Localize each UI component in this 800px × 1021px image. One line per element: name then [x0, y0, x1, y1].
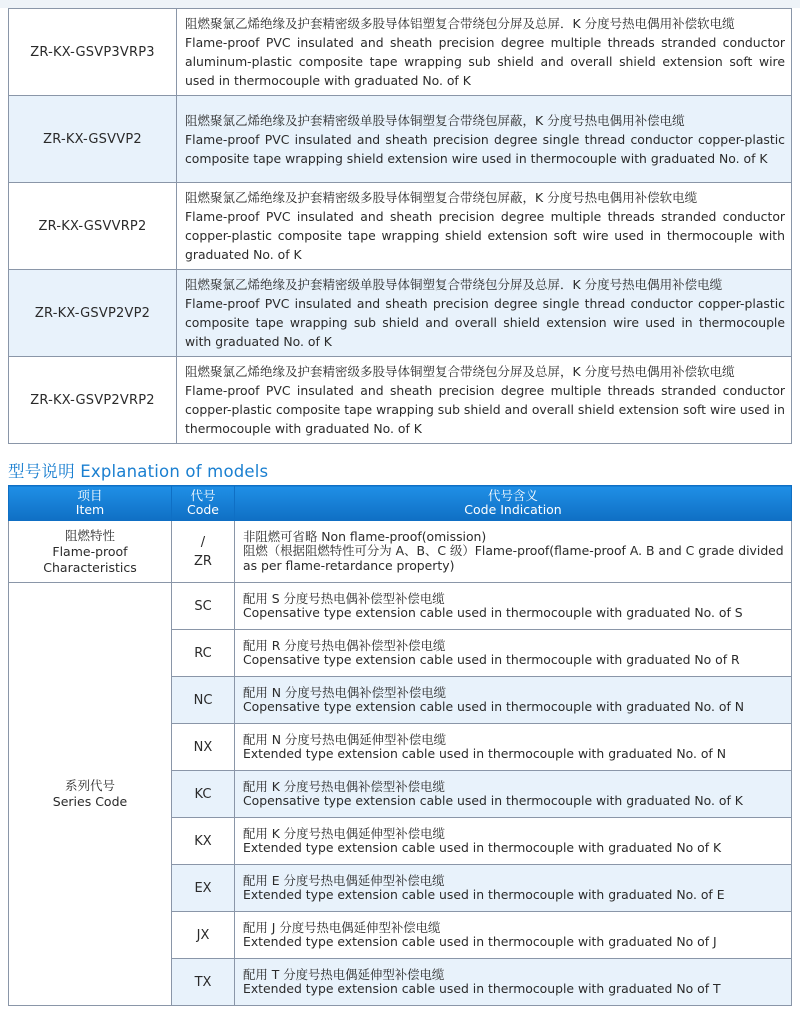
model-row: [9, 96, 792, 183]
table-header-row: [9, 486, 792, 521]
series-meaning-en: Copensative type extension cable used in thermocouple with graduated No of R: [243, 652, 740, 667]
series-meaning: [235, 771, 792, 818]
model-description: [177, 183, 792, 270]
series-meaning-zh: 配用 S 分度号热电偶补偿型补偿电缆: [243, 590, 445, 606]
series-code: TX: [172, 959, 235, 1006]
header-meaning: [235, 486, 792, 521]
series-meaning-en: Extended type extension cable used in thermocouple with graduated No of K: [243, 840, 722, 855]
series-code: EX: [172, 865, 235, 912]
series-code: SC: [172, 583, 235, 630]
item-en-line1: Flame-proof: [52, 543, 128, 559]
item-cell: [9, 521, 172, 583]
model-row: [9, 183, 792, 270]
model-row: [9, 270, 792, 357]
model-row: [9, 9, 792, 96]
series-meaning-en: Extended type extension cable used in thermocouple with graduated No of T: [243, 981, 721, 996]
series-code: RC: [172, 630, 235, 677]
explanation-table: [8, 485, 792, 1006]
model-row: [9, 357, 792, 444]
series-meaning: [235, 724, 792, 771]
header-item: [9, 486, 172, 521]
model-description-en: Flame-proof PVC insulated and sheath precision degree single thread conductor copper-plastic composite tape wrapping shield extension wire used in thermocouple with graduated No. of K: [185, 131, 785, 166]
series-meaning-en: Copensative type extension cable used in thermocouple with graduated No. of K: [243, 793, 743, 808]
model-description-zh: 阻燃聚氯乙烯绝缘及护套精密级多股导体铝塑复合带绕包分屏及总屏．K 分度号热电偶用补偿软电缆: [185, 16, 735, 31]
header-meaning-en: Code Indication: [464, 502, 562, 517]
code-cell: [172, 521, 235, 583]
model-description: [177, 9, 792, 96]
model-description-en: Flame-proof PVC insulated and sheath precision degree single thread conductor copper-plastic composite tape wrapping sub shield and overall shield extension wire used in thermocouple with graduated No. of K: [185, 296, 785, 349]
model-description-zh: 阻燃聚氯乙烯绝缘及护套精密级单股导体铜塑复合带绕包屏蔽，K 分度号热电偶用补偿电缆: [185, 112, 685, 128]
series-meaning-en: Extended type extension cable used in thermocouple with graduated No. of N: [243, 746, 727, 761]
series-code: NX: [172, 724, 235, 771]
header-item-zh: 项目: [77, 488, 103, 503]
code-line1: /: [200, 534, 206, 550]
model-description-en: Flame-proof PVC insulated and sheath precision degree multiple threads stranded conductor aluminum-plastic composite tape wrapping sub shield and overall shield extension soft wire used in thermocouple with graduated No. of K: [185, 35, 785, 88]
model-description-zh: 阻燃聚氯乙烯绝缘及护套精密级多股导体铜塑复合带绕包分屏及总屏，K 分度号热电偶用补偿软电缆: [185, 364, 735, 379]
model-description-en: Flame-proof PVC insulated and sheath precision degree multiple threads stranded conductor copper-plastic composite tape wrapping shield extension soft wire used in thermocouple with graduated No. of K: [185, 209, 785, 262]
series-meaning: [235, 959, 792, 1006]
series-meaning: [235, 583, 792, 630]
model-description-en: Flame-proof PVC insulated and sheath precision degree multiple threads stranded conductor copper-plastic composite tape wrapping sub shield and overall shield extension soft wire used in thermocouple with graduated No. of K: [185, 383, 785, 436]
model-code: ZR-KX-GSVVRP2: [9, 183, 177, 270]
top-edge-strip: [0, 0, 800, 8]
header-item-en: Item: [75, 502, 105, 517]
model-code: ZR-KX-GSVP3VRP3: [9, 9, 177, 96]
header-code-zh: 代号: [190, 488, 216, 503]
series-meaning-zh: 配用 N 分度号热电偶补偿型补偿电缆: [243, 684, 447, 700]
series-row: [9, 583, 792, 630]
series-meaning: [235, 865, 792, 912]
model-code: ZR-KX-GSVP2VRP2: [9, 357, 177, 444]
code-line2: ZR: [194, 553, 212, 569]
header-code: [172, 486, 235, 521]
meaning-line1: 非阻燃可省略 Non flame-proof(omission): [243, 528, 487, 544]
series-meaning: [235, 677, 792, 724]
series-item-cell: [9, 583, 172, 1006]
series-meaning-zh: 配用 K 分度号热电偶延伸型补偿电缆: [243, 825, 445, 841]
series-code: KC: [172, 771, 235, 818]
meaning-cell: [235, 521, 792, 583]
item-en-line2: Characteristics: [43, 559, 137, 575]
header-code-en: Code: [186, 502, 219, 517]
series-meaning-zh: 配用 K 分度号热电偶补偿型补偿电缆: [243, 778, 445, 794]
series-item-en: Series Code: [52, 794, 128, 809]
series-item-zh: 系列代号: [64, 778, 115, 793]
model-description: [177, 357, 792, 444]
series-meaning-en: Extended type extension cable used in thermocouple with graduated No. of E: [243, 887, 725, 902]
series-code: KX: [172, 818, 235, 865]
series-meaning-zh: 配用 J 分度号热电偶延伸型补偿电缆: [243, 919, 441, 935]
series-meaning-en: Extended type extension cable used in thermocouple with graduated No of J: [243, 934, 717, 949]
series-code: JX: [172, 912, 235, 959]
meaning-line2: 阻燃（根据阻燃特性可分为 A、B、C 级）Flame-proof(flame-proof A. B and C grade divided as per flame-retardance property): [243, 543, 784, 573]
series-meaning: [235, 630, 792, 677]
series-code: NC: [172, 677, 235, 724]
series-meaning-zh: 配用 N 分度号热电偶延伸型补偿电缆: [243, 731, 447, 747]
series-meaning-zh: 配用 R 分度号热电偶补偿型补偿电缆: [243, 637, 446, 653]
model-description: [177, 96, 792, 183]
model-description: [177, 270, 792, 357]
flame-proof-row: [9, 521, 792, 583]
series-meaning: [235, 818, 792, 865]
series-meaning-en: Copensative type extension cable used in thermocouple with graduated No. of S: [243, 605, 743, 620]
model-description-zh: 阻燃聚氯乙烯绝缘及护套精密级单股导体铜塑复合带绕包分屏及总屏．K 分度号热电偶用补偿电缆: [185, 277, 723, 292]
model-code: ZR-KX-GSVVP2: [9, 96, 177, 183]
header-meaning-zh: 代号含义: [487, 488, 538, 503]
series-meaning-zh: 配用 T 分度号热电偶延伸型补偿电缆: [243, 966, 445, 982]
model-code: ZR-KX-GSVP2VP2: [9, 270, 177, 357]
item-zh: 阻燃特性: [64, 527, 115, 543]
section-title: 型号说明 Explanation of models: [8, 462, 269, 481]
model-description-zh: 阻燃聚氯乙烯绝缘及护套精密级多股导体铜塑复合带绕包屏蔽，K 分度号热电偶用补偿软电缆: [185, 190, 698, 205]
series-meaning-zh: 配用 E 分度号热电偶延伸型补偿电缆: [243, 872, 445, 888]
series-meaning: [235, 912, 792, 959]
model-list-table: [8, 8, 792, 444]
series-meaning-en: Copensative type extension cable used in thermocouple with graduated No. of N: [243, 699, 745, 714]
